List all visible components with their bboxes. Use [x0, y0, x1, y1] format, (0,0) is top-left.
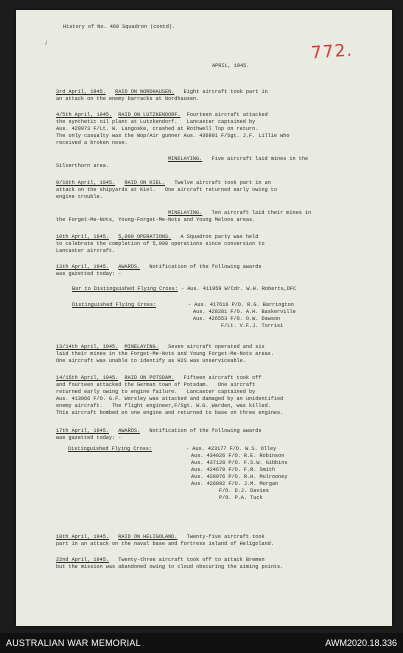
award-row: Aus. 428976 P/O. R.H. Mulrooney	[191, 474, 288, 480]
entry-line: Lancaster aircraft.	[56, 248, 116, 254]
award-row: F/O. D.J. Davies	[219, 488, 269, 494]
entry-line: the synthetic oil plant at Lutzkendorf. Lancaster captained by	[56, 119, 256, 125]
footer-accession: AWM2020.18.336	[325, 638, 397, 648]
entry-line: MINELAYING. Five aircraft laid mines in the	[168, 156, 309, 162]
entry-line: 18th April, 1945. RAID ON HELIGOLAND. Twenty-five aircraft took	[56, 534, 265, 540]
award-line: Bar to Distinguished Flying Cross: - Aus. 411959 W/Cdr. W.H. Roberts,DFC	[72, 286, 297, 292]
entry-line: 22nd April, 1945. Twenty-three aircraft took off to attack Bremen	[56, 557, 265, 563]
entry-line: 4/5th April, 1945. RAID ON LUTZKENDORF. Fourteen aircraft attacked	[56, 112, 268, 118]
award-row: P/O. P.A. Tuck	[219, 495, 263, 501]
entry-line: enemy aircraft. The flight engineer,F/Sgt. W.G. Warden, was killed.	[56, 403, 271, 409]
award-label: Distinguished Flying Cross:	[72, 302, 157, 308]
entry-line: was gazetted today: -	[56, 271, 122, 277]
entry-line: returned early owing to engine failure. Lancaster captained by	[56, 389, 256, 395]
entry-line: 13/14th April, 1945. MINELAYING. Seven aircraft operated and six	[56, 344, 265, 350]
award-row: Aus. 426553 F/O. O.W. Dawson	[193, 316, 281, 322]
entry-line: 13th April, 1945. AWARDS. Notification of the following awards	[56, 264, 262, 270]
entry-line: Aus. 413066 F/O. G.F. Worsley was attacked and damaged by an unidentified	[56, 396, 284, 402]
entry-line: This aircraft bombed on one engine and returned to base on three engines.	[56, 410, 284, 416]
award-row: Aus. 434026 F/O. R.E. Robinson	[191, 453, 285, 459]
award-row: Aus. 424679 F/O. F.R. Smith	[191, 467, 276, 473]
document-page	[16, 10, 392, 626]
entry-line: engine trouble.	[56, 194, 103, 200]
entry-line: One aircraft was unable to identify as H2S was unserviceable.	[56, 358, 246, 364]
footer-source: AUSTRALIAN WAR MEMORIAL	[6, 638, 141, 648]
entry-line: 10th April, 1945. 5,000 OPERATIONS. A Squadron party was held	[56, 234, 259, 240]
entry-line: part in an attack on the naval base and fortress island of Heligoland.	[56, 541, 274, 547]
history-heading: History of No. 460 Squadron (contd).	[63, 24, 176, 30]
award-row: Aus. 426892 F/O. J.M. Morgan	[191, 481, 279, 487]
entry-line: the Forget-Me-Nots, Young-Forget-Me-Nots and Young Melons areas.	[56, 217, 256, 223]
entry-line: 3rd April, 1945. RAID ON NORDHAUSEN. Eight aircraft took part in	[56, 89, 268, 95]
entry-line: an attack on the enemy barracks at Nordhausen.	[56, 96, 200, 102]
award-label: Distinguished Flying Cross:	[68, 446, 153, 452]
award-row: - Aus. 423177 F/O. W.S. Olley	[186, 446, 277, 452]
page-number-stamp: 772.	[310, 40, 354, 64]
entry-line: was gazetted today: -	[56, 435, 122, 441]
entry-line: attack on the shipyards at Kiel. One aircraft returned early owing to	[56, 187, 278, 193]
entry-line: 14/15th April, 1945. RAID ON POTSDAM. Fifteen aircraft took off	[56, 375, 262, 381]
handwritten-mark: ✓	[42, 38, 51, 49]
entry-line: Silverthorn area.	[56, 163, 109, 169]
award-row: - Aus. 417616 P/O. R.G. Barrington	[188, 302, 294, 308]
award-row: F/Lt. V.F.J. Torrisi	[221, 323, 284, 329]
entry-line: received a broken nose.	[56, 140, 128, 146]
entry-line: MINELAYING. Ten aircraft laid their mines in	[168, 210, 312, 216]
footer-bar	[0, 633, 403, 653]
entry-line: 17th April, 1945. AWARDS. Notification of the following awards	[56, 428, 262, 434]
entry-line: but the mission was abandoned owing to cloud obscuring the aiming points.	[56, 564, 284, 570]
entry-line: laid their mines in the Forget-Me-Nots and Young Forget-Me-Nots areas.	[56, 351, 274, 357]
entry-line: The only casualty was the Wop/Air gunner Aus. 436801 F/Sgt. J.F. Lillie who	[56, 133, 290, 139]
award-row: Aus. 437128 P/O. F.S.W. Gibbins	[191, 460, 288, 466]
entry-line: Aus. 429973 F/Lt. W. Langoske, crashed at Rothwell Top on return.	[56, 126, 259, 132]
entry-line: to celebrate the completion of 5,000 operations since conversion to	[56, 241, 265, 247]
entry-line: 9/10th April, 1945. RAID ON KIEL. Twelve aircraft took part in an	[56, 180, 271, 186]
award-row: Aus. 428281 F/O. A.H. Baskerville	[193, 309, 296, 315]
month-heading: APRIL, 1945.	[212, 63, 250, 69]
entry-line: and fourteen attacked the German town of Potsdam. One aircraft	[56, 382, 256, 388]
